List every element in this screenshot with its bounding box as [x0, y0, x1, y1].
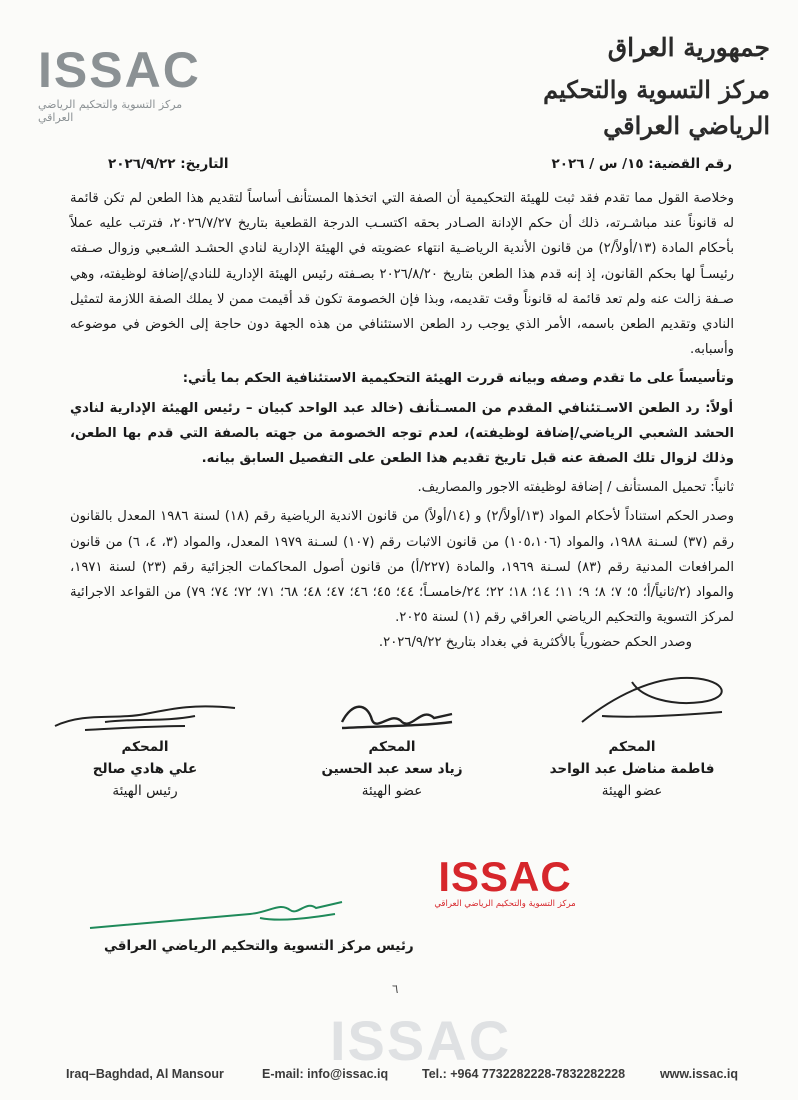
text-line: ١٩٨٦ المعدل بالقانون رقم (٣٧) لسـنة ١٩٨٨، والمواد (١٠٥،١٠٦) من قانون الاثبات رقم (١٠٧) [70, 509, 734, 550]
signature-name: فاطمة مناضل عبد الواحد [549, 761, 715, 777]
decision-body [70, 186, 734, 656]
center-name-heading: مركز التسوية والتحكيم الرياضي العراقي [543, 75, 770, 140]
signature-title: عضو الهيئة [601, 783, 663, 799]
text-line: ١١؛ ١٤؛ ١٨؛ ٢٢؛ ٢٤/خامسـاً؛ ٤٤؛ ٤٥؛ ٤٦؛ ٤٧؛ ٤٨؛ ٦٨؛ ٧١؛ ٧٢؛ ٧٤؛ ٧٩) من القواعد [115, 585, 574, 601]
text-line: أولاً: رد الطعن الاسـتئنافي المقدم من المسـتأنف (خالد عبد الواحد كبيان – رئيس الهيئة الإدارية لنادي [70, 400, 734, 416]
signature-block-member-1 [292, 692, 492, 802]
text-line: لسـنة ١٩٧٩ المعدل، والمواد (٣، ٤، ٦) من قانون المرافعات المدنية رقم (٨٣) لسـنة ١٩٦٩، والمادة [70, 534, 734, 575]
decision-intro: وتأسيساً على ما تقدم وصفه وبيانه قررت الهيئة التحكيمية الاستئنافية الحكم بما يأتي: [182, 371, 734, 387]
signature-title: رئيس الهيئة [112, 783, 178, 799]
text-line: الاجرائية لمركز التسوية والتحكيم الرياضي العراقي رقم (١) لسنة ٢٠٢٥. [70, 585, 734, 626]
page-footer [66, 1067, 738, 1085]
issac-logo-mark: ISSAC [38, 42, 201, 98]
issac-logo-subtitle: مركز التسوية والتحكيم الرياضي العراقي [38, 98, 183, 124]
signature-title: عضو الهيئة [361, 783, 423, 799]
legal-basis-paragraph [70, 504, 734, 630]
text-line: لزوال تلك الصفة عنه قبل تاريخ تقديم هذا الطعن على التفصيل السابق بيانه. [201, 451, 698, 467]
text-line: الهيئة الإدارية لنادي الحشـد الشـعبي وزوال صـفته رئيسـاً لها بحكم القانون، إذ إنه قدم هذا الطعن بتاريخ [70, 241, 734, 282]
text-line: تكن قائمة له قانوناً عند مباشـرته، ذلك أن حكم الإدانة الصـادر بحقه اكتسـب الدرجة القطعية بتاريخ [70, 191, 734, 232]
issac-watermark: ISSAC [330, 1009, 512, 1072]
text-line: الحشد الشعبي الرياضي/إضافة لوظيفته)، لعدم توجه الخصومة من جهته بالصفة التي قدم بها الطعن، وذلك [70, 425, 734, 467]
footer-address: Iraq–Baghdad, Al Mansour [66, 1067, 224, 1081]
case-number-value: ١٥/ س / ٢٠٢٦ [551, 156, 644, 172]
ruling-second: ثانياً: تحميل المستأنف / إضافة لوظيفته الاجور والمصاريف. [417, 480, 734, 496]
reasoning-paragraph [70, 186, 734, 362]
reference-line [108, 156, 732, 178]
text-line: (٢٢٧/أ) من قانون أصول المحاكمات الجزائية رقم (٢٣) لسنة ١٩٧١، والمواد (٢/ثانياً/أ؛ ٥؛ ٧؛ ٨؛ ٩؛ [70, 559, 734, 601]
handwritten-signature-icon [45, 692, 245, 736]
signature-block-chair [30, 692, 260, 802]
footer-phone: Tel.: +964 7732282228-7832282228 [422, 1067, 626, 1081]
signature-role: المحكم [121, 739, 169, 755]
decision-date [108, 156, 229, 172]
text-line: وخلاصة القول مما تقدم فقد ثبت للهيئة التحكيمية أن الصفة التي اتخذها المستأنف أساساً لتقديم هذا الطعن لم [124, 191, 735, 206]
footer-website[interactable]: www.issac.iq [659, 1067, 738, 1081]
date-value: ٢٠٢٦/٩/٢٢ [108, 156, 176, 172]
handwritten-signature-icon [322, 692, 462, 736]
stamp-logo-mark: ISSAC [438, 853, 572, 900]
signature-block-member-2 [512, 668, 752, 802]
date-label: التاريخ: [180, 156, 229, 172]
president-signature-icon [80, 888, 350, 938]
signature-name: زياد سعد عبد الحسين [321, 761, 463, 777]
page-number: ٦ [392, 982, 399, 996]
text-line: باسمه، الأمر الذي يوجب رد الطعن الاستئنافي من هذه الجهة دون حاجة إلى الخوض في موضوعه وأسبابه. [70, 317, 734, 358]
issac-logo [38, 44, 208, 124]
signature-role: المحكم [368, 739, 416, 755]
case-number [552, 156, 732, 172]
footer-email[interactable]: E-mail: info@issac.iq [262, 1067, 389, 1081]
header-calligraphy [520, 30, 770, 144]
issuance-statement: وصدر الحكم حضورياً بالأكثرية في بغداد بتاريخ ٢٠٢٦/٩/٢٢. [378, 635, 692, 651]
center-president-title: رئيس مركز التسوية والتحكيم الرياضي العراقي [104, 938, 414, 954]
text-line: قانوناً وقت تقديمه، وبذا فإن الخصومة تكون قد أقيمت ممن لا يملك الصفة اللازمة لتمثيل النادي وتقديم الطعن [70, 291, 734, 333]
republic-of-iraq-heading: جمهورية العراق [607, 33, 770, 62]
text-line: وصدر الحكم استناداً لأحكام المواد (١٣/أولاً/٢) و (١٤/أولاً) من قانون الاندية الرياضية رقم (١٨) لسنة [188, 509, 734, 525]
ruling-first [70, 396, 734, 472]
stamp-logo-subtitle: مركز التسوية والتحكيم الرياضي العراقي [434, 899, 576, 909]
text-line: ٢٠٢٦/٨/٢٠ بصـفته رئيس الهيئة الإدارية للنادي/إضافة لوظيفته، وهي صـفة زالت عنه ولم تعد قائمة له [70, 266, 734, 307]
signature-role: المحكم [608, 739, 656, 755]
case-number-label: رقم القضية: [648, 156, 732, 172]
signature-name: علي هادي صالح [92, 761, 198, 777]
issac-stamp-logo [430, 855, 580, 909]
handwritten-signature-icon [522, 668, 742, 736]
text-line: ٢٠٢٦/٧/٢٧، فترتب عليه عملاً بأحكام المادة (١٣/أولاً/٢) من قانون الأندية الرياضـية انتهاء عضويته في [70, 216, 734, 257]
